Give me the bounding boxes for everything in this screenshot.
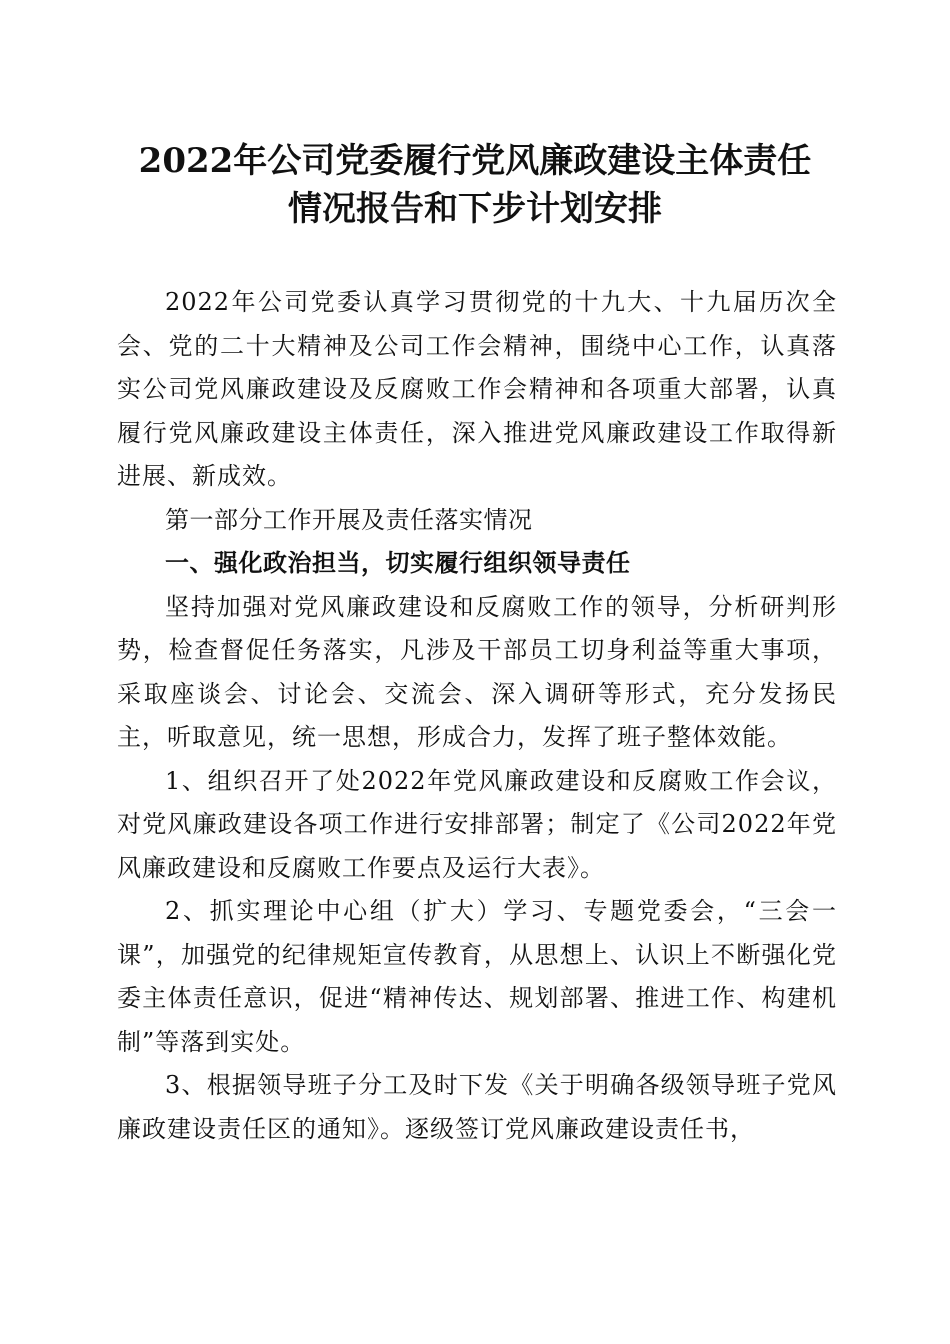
intro-paragraph: 2022年公司党委认真学习贯彻党的十九大、十九届历次全会、党的二十大精神及公司工作会精神，围绕中心工作，认真落实公司党风廉政建设及反腐败工作会精神和各项重大部署，认真履行党风廉政建设主体责任，深入推进党风廉政建设工作取得新进展、新成效。 xyxy=(117,288,837,490)
document-body xyxy=(117,281,837,1151)
list-item-3: 3、根据领导班子分工及时下发《关于明确各级领导班子党风廉政建设责任区的通知》。逐级签订党风廉政建设责任书， xyxy=(117,1071,837,1143)
document-title-line1: 2022年公司党委履行党风廉政建设主体责任 xyxy=(138,141,812,181)
subsection-heading: 一、强化政治担当，切实履行组织领导责任 xyxy=(165,549,631,577)
list-item-2: 2、抓实理论中心组（扩大）学习、专题党委会，“三会一课”，加强党的纪律规矩宣传教育，从思想上、认识上不断强化党委主体责任意识，促进“精神传达、规划部署、推进工作、构建机制”等落到实处。 xyxy=(117,897,837,1056)
body-paragraph: 坚持加强对党风廉政建设和反腐败工作的领导，分析研判形势，检查督促任务落实，凡涉及干部员工切身利益等重大事项，采取座谈会、讨论会、交流会、深入调研等形式，充分发扬民主，听取意见，统一思想，形成合力，发挥了班子整体效能。 xyxy=(117,592,837,751)
list-item-1: 1、组织召开了处2022年党风廉政建设和反腐败工作会议，对党风廉政建设各项工作进行安排部署；制定了《公司2022年党风廉政建设和反腐败工作要点及运行大表》。 xyxy=(117,766,837,882)
section-title: 第一部分工作开展及责任落实情况 xyxy=(165,505,533,534)
document-title-line2: 情况报告和下步计划安排 xyxy=(288,189,662,229)
